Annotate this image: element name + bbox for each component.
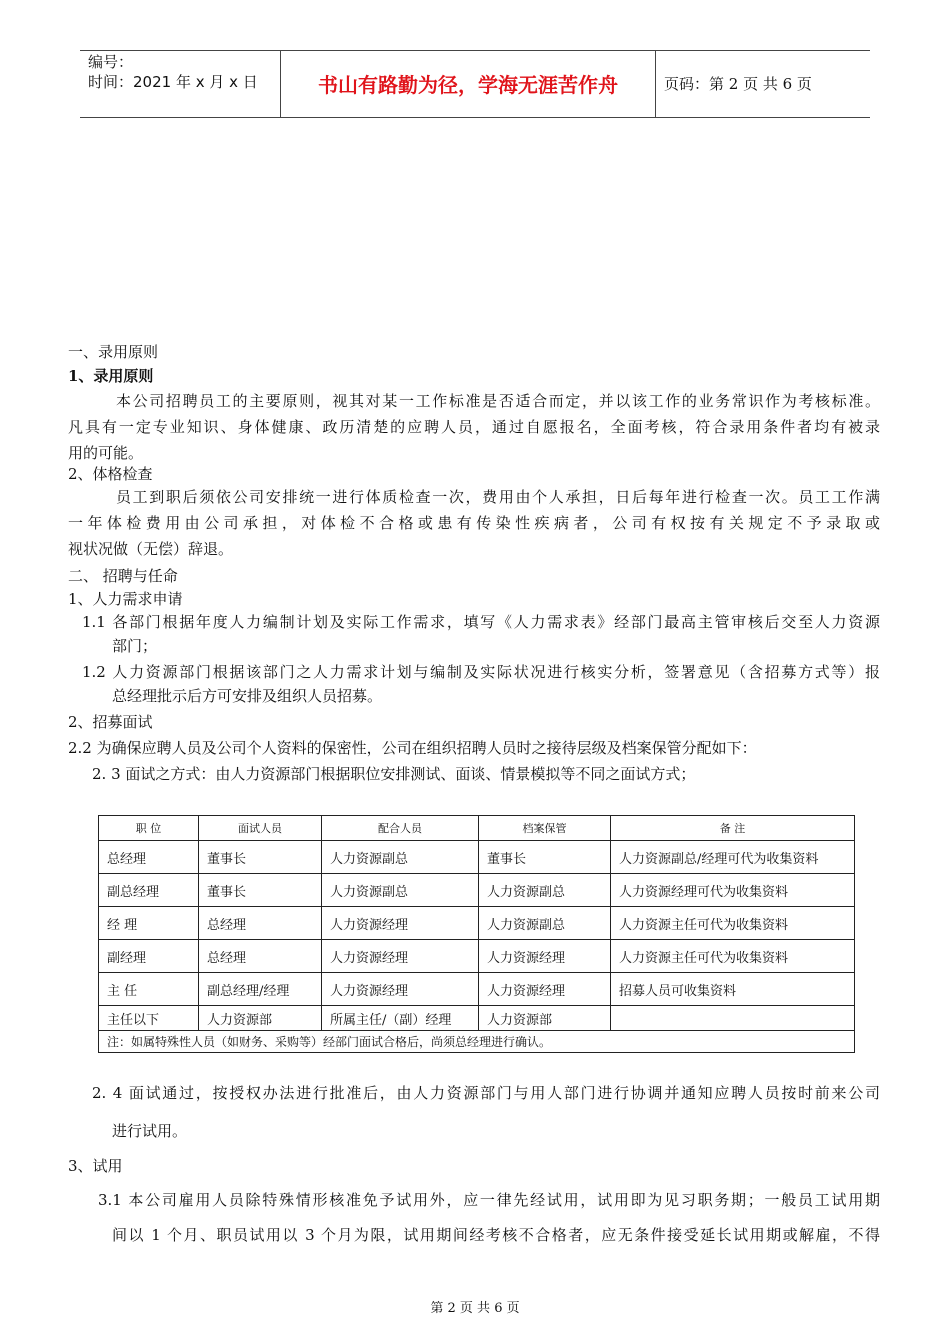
table-cell: 人力资源副总 bbox=[479, 874, 611, 907]
interview-assignment-table bbox=[98, 815, 855, 1053]
table-cell: 人力资源副总 bbox=[479, 907, 611, 940]
table-cell: 人力资源经理 bbox=[322, 973, 479, 1006]
table-cell: 总经理 bbox=[199, 940, 322, 973]
table-cell: 副总经理 bbox=[99, 874, 199, 907]
table-cell: 人力资源主任可代为收集资料 bbox=[611, 940, 855, 973]
table-cell: 人力资源经理 bbox=[479, 973, 611, 1006]
section-1-title: 一、录用原则 bbox=[68, 343, 159, 361]
paragraph-recruit-principle bbox=[68, 388, 880, 466]
table-cell: 人力资源主任可代为收集资料 bbox=[611, 907, 855, 940]
table-note: 注：如属特殊性人员（如财务、采购等）经部门面试合格后，尚须总经理进行确认。 bbox=[99, 1031, 855, 1053]
item-2-2: 2.2 为确保应聘人员及公司个人资料的保密性，公司在组织招聘人员时之接待层级及档案保管分配如下： bbox=[68, 739, 757, 757]
header-motto: 书山有路勤为径，学海无涯苦作舟 bbox=[318, 73, 618, 97]
table-cell: 招募人员可收集资料 bbox=[611, 973, 855, 1006]
table-header-cell: 档案保管 bbox=[479, 816, 611, 841]
item-3-1-continued bbox=[112, 1225, 880, 1245]
table-cell: 经 理 bbox=[99, 907, 199, 940]
table-cell: 董事长 bbox=[199, 841, 322, 874]
table-header-cell: 备 注 bbox=[611, 816, 855, 841]
table-cell: 人力资源经理 bbox=[322, 907, 479, 940]
table-header-cell: 配合人员 bbox=[322, 816, 479, 841]
table-header-cell: 职 位 bbox=[99, 816, 199, 841]
header-time: 时间：2021 年 x 月 x 日 bbox=[88, 73, 258, 91]
item-line: 1.1 各部门根据年度人力编制计划及实际工作需求，填写《人力需求表》经部门最高主管审核后交至人力资源 bbox=[82, 613, 880, 631]
table-cell: 主 任 bbox=[99, 973, 199, 1006]
paragraph-line: 用的可能。 bbox=[68, 444, 144, 462]
header-page-number: 页码：第 2 页 共 6 页 bbox=[664, 75, 812, 93]
item-2-3: 2. 3 面试之方式：由人力资源部门根据职位安排测试、面谈、情景模拟等不同之面试方式； bbox=[92, 765, 696, 783]
table-cell: 人力资源经理 bbox=[322, 940, 479, 973]
table-cell: 人力资源副总 bbox=[322, 841, 479, 874]
section-2-2-title: 2、招募面试 bbox=[68, 713, 153, 731]
table-cell: 人力资源部 bbox=[199, 1006, 322, 1031]
header-top-rule bbox=[80, 50, 870, 51]
header-serial: 编号： bbox=[88, 53, 134, 71]
header-divider bbox=[280, 50, 281, 117]
item-line: 2. 4 面试通过，按授权办法进行批准后，由人力资源部门与用人部门进行协调并通知应聘人员按时前来公司 bbox=[92, 1084, 880, 1102]
item-1-1 bbox=[82, 612, 880, 632]
section-1-2-title: 2、体格检查 bbox=[68, 465, 153, 483]
header-meta bbox=[88, 52, 258, 92]
table-header-row bbox=[99, 816, 855, 841]
section-2-title: 二、 招聘与任命 bbox=[68, 567, 178, 585]
table-cell: 主任以下 bbox=[99, 1006, 199, 1031]
item-3-1 bbox=[98, 1190, 880, 1210]
item-1-1-continued: 部门； bbox=[112, 637, 158, 655]
item-line: 3.1 本公司雇用人员除特殊情形核准免予试用外，应一律先经试用，试用即为见习职务期；一般员工试用期 bbox=[98, 1191, 880, 1209]
table-cell: 总经理 bbox=[199, 907, 322, 940]
page-footer: 第 2 页 共 6 页 bbox=[430, 1301, 520, 1316]
item-2-4-continued: 进行试用。 bbox=[112, 1122, 188, 1140]
item-1-2 bbox=[82, 662, 880, 682]
header-divider bbox=[655, 50, 656, 117]
table-cell: 所属主任/（副）经理 bbox=[322, 1006, 479, 1031]
item-1-2-continued: 总经理批示后方可安排及组织人员招募。 bbox=[112, 687, 383, 705]
item-line: 1.2 人力资源部门根据该部门之人力需求计划与编制及实际状况进行核实分析，签署意见（含招募方式等）报 bbox=[82, 663, 880, 681]
item-line: 间以 1 个月、职员试用以 3 个月为限，试用期间经考核不合格者，应无条件接受延长试用期或解雇，不得 bbox=[112, 1226, 880, 1244]
table-row bbox=[99, 841, 855, 874]
table-row bbox=[99, 874, 855, 907]
paragraph-line: 凡具有一定专业知识、身体健康、政历清楚的应聘人员，通过自愿报名，全面考核，符合录用条件者均有被录 bbox=[68, 418, 880, 436]
table-cell: 董事长 bbox=[479, 841, 611, 874]
table-row bbox=[99, 940, 855, 973]
table-cell: 人力资源副总 bbox=[322, 874, 479, 907]
table-cell: 人力资源经理可代为收集资料 bbox=[611, 874, 855, 907]
section-3-title: 3、试用 bbox=[68, 1157, 123, 1175]
item-2-4 bbox=[92, 1083, 880, 1103]
table-cell: 总经理 bbox=[99, 841, 199, 874]
table-cell bbox=[611, 1006, 855, 1031]
table-row bbox=[99, 907, 855, 940]
table-header-cell: 面试人员 bbox=[199, 816, 322, 841]
table-note-row bbox=[99, 1031, 855, 1053]
table-cell: 副总经理/经理 bbox=[199, 973, 322, 1006]
header-bottom-rule bbox=[80, 117, 870, 118]
table-cell: 人力资源经理 bbox=[479, 940, 611, 973]
table-cell: 董事长 bbox=[199, 874, 322, 907]
paragraph-line: 员工到职后须依公司安排统一进行体质检查一次，费用由个人承担，日后每年进行检查一次。员工工作满 bbox=[116, 488, 880, 506]
paragraph-line: 视状况做（无偿）辞退。 bbox=[68, 540, 234, 558]
section-1-1-title: 1、录用原则 bbox=[68, 367, 154, 385]
section-2-1-title: 1、人力需求申请 bbox=[68, 590, 183, 608]
paragraph-health-check bbox=[68, 484, 880, 562]
paragraph-line: 一年体检费用由公司承担，对体检不合格或患有传染性疾病者，公司有权按有关规定不予录取或 bbox=[68, 514, 880, 532]
table-cell: 人力资源副总/经理可代为收集资料 bbox=[611, 841, 855, 874]
table-cell: 副经理 bbox=[99, 940, 199, 973]
table-cell: 人力资源部 bbox=[479, 1006, 611, 1031]
paragraph-line: 本公司招聘员工的主要原则，视其对某一工作标准是否适合而定，并以该工作的业务常识作为考核标准。 bbox=[116, 392, 880, 410]
table-row bbox=[99, 1006, 855, 1031]
table-row bbox=[99, 973, 855, 1006]
